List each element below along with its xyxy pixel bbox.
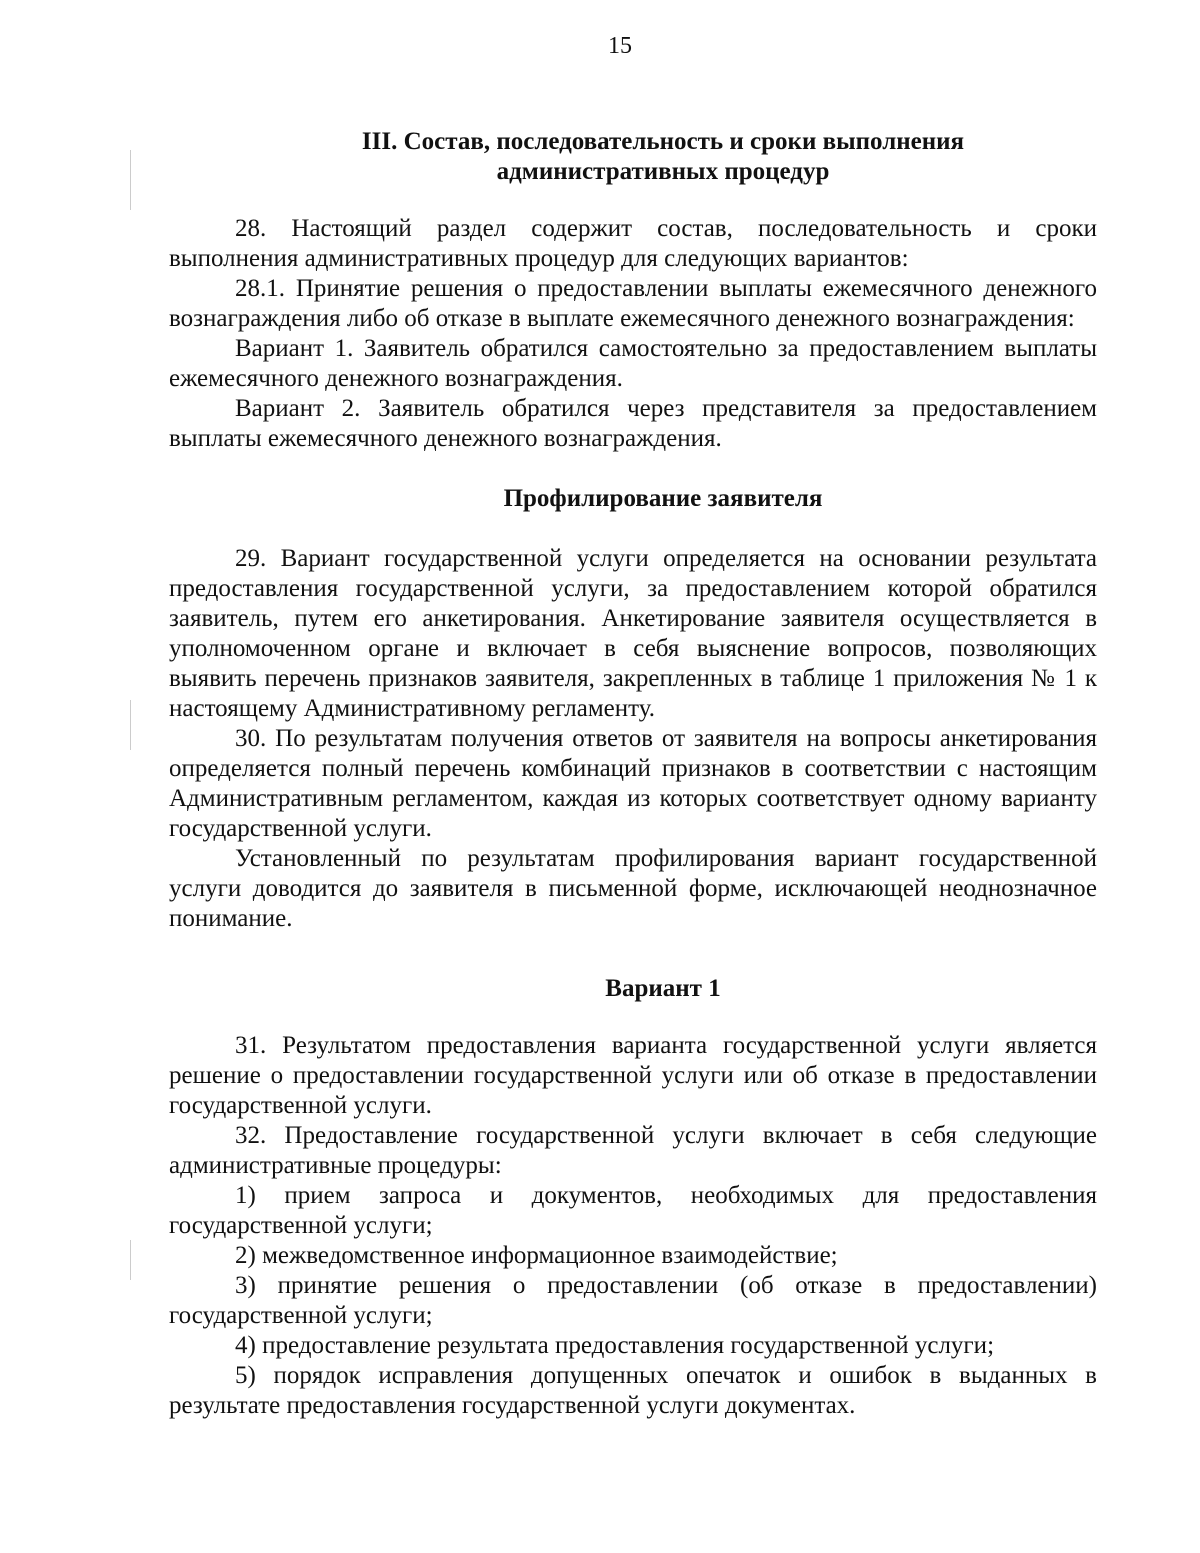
scan-edge-mark (130, 1240, 131, 1280)
section-title-line-2: административных процедур (496, 158, 830, 185)
list-item-1: 1) прием запроса и документов, необходимых для предоставления государственной услуги; (169, 1182, 1097, 1239)
paragraph-29: 29. Вариант государственной услуги определяется на основании результата предоставления государственной услуги, за предоставлением которой обратился заявитель, путем его анкетирования. Анкетирование заявителя осуществляется в уполномоченном органе и включает в себя выяснение вопросов, позволяющих выявить перечень признаков заявителя, закрепленных в таблице 1 приложения № 1 к настоящему Административному регламенту. (169, 545, 1097, 722)
paragraph-28-1: 28.1. Принятие решения о предоставлении выплаты ежемесячного денежного вознаграждения либо об отказе в выплате ежемесячного денежного вознаграждения: (169, 275, 1097, 332)
scan-edge-mark (130, 150, 131, 210)
list-item-2: 2) межведомственное информационное взаимодействие; (235, 1242, 838, 1269)
subtitle-profiling: Профилирование заявителя (503, 485, 823, 512)
document-body (169, 127, 1097, 1421)
page-number: 15 (608, 33, 632, 59)
list-item-5: 5) порядок исправления допущенных опечаток и ошибок в выданных в результате предоставления государственной услуги документах. (169, 1362, 1097, 1419)
paragraph-32: 32. Предоставление государственной услуги включает в себя следующие административные процедуры: (169, 1122, 1097, 1179)
paragraph-variant-2: Вариант 2. Заявитель обратился через представителя за предоставлением выплаты ежемесячного денежного вознаграждения. (169, 395, 1097, 452)
list-item-4: 4) предоставление результата предоставления государственной услуги; (235, 1332, 995, 1359)
paragraph-31: 31. Результатом предоставления варианта государственной услуги является решение о предоставлении государственной услуги или об отказе в предоставлении государственной услуги. (169, 1032, 1097, 1119)
scan-edge-mark (130, 700, 131, 750)
paragraph-28: 28. Настоящий раздел содержит состав, последовательность и сроки выполнения административных процедур для следующих вариантов: (169, 215, 1097, 272)
section-title-line-1: III. Состав, последовательность и сроки выполнения (361, 128, 965, 155)
paragraph-30: 30. По результатам получения ответов от заявителя на вопросы анкетирования определяется полный перечень комбинаций признаков в соответствии с настоящим Административным регламентом, каждая из которых соответствует одному варианту государственной услуги. (169, 725, 1097, 842)
subtitle-variant-1: Вариант 1 (605, 975, 721, 1002)
paragraph-variant-1: Вариант 1. Заявитель обратился самостоятельно за предоставлением выплаты ежемесячного денежного вознаграждения. (169, 335, 1097, 392)
paragraph-profiling-result: Установленный по результатам профилирования вариант государственной услуги доводится до заявителя в письменной форме, исключающей неоднозначное понимание. (169, 845, 1097, 932)
list-item-3: 3) принятие решения о предоставлении (об отказе в предоставлении) государственной услуги; (169, 1272, 1097, 1329)
